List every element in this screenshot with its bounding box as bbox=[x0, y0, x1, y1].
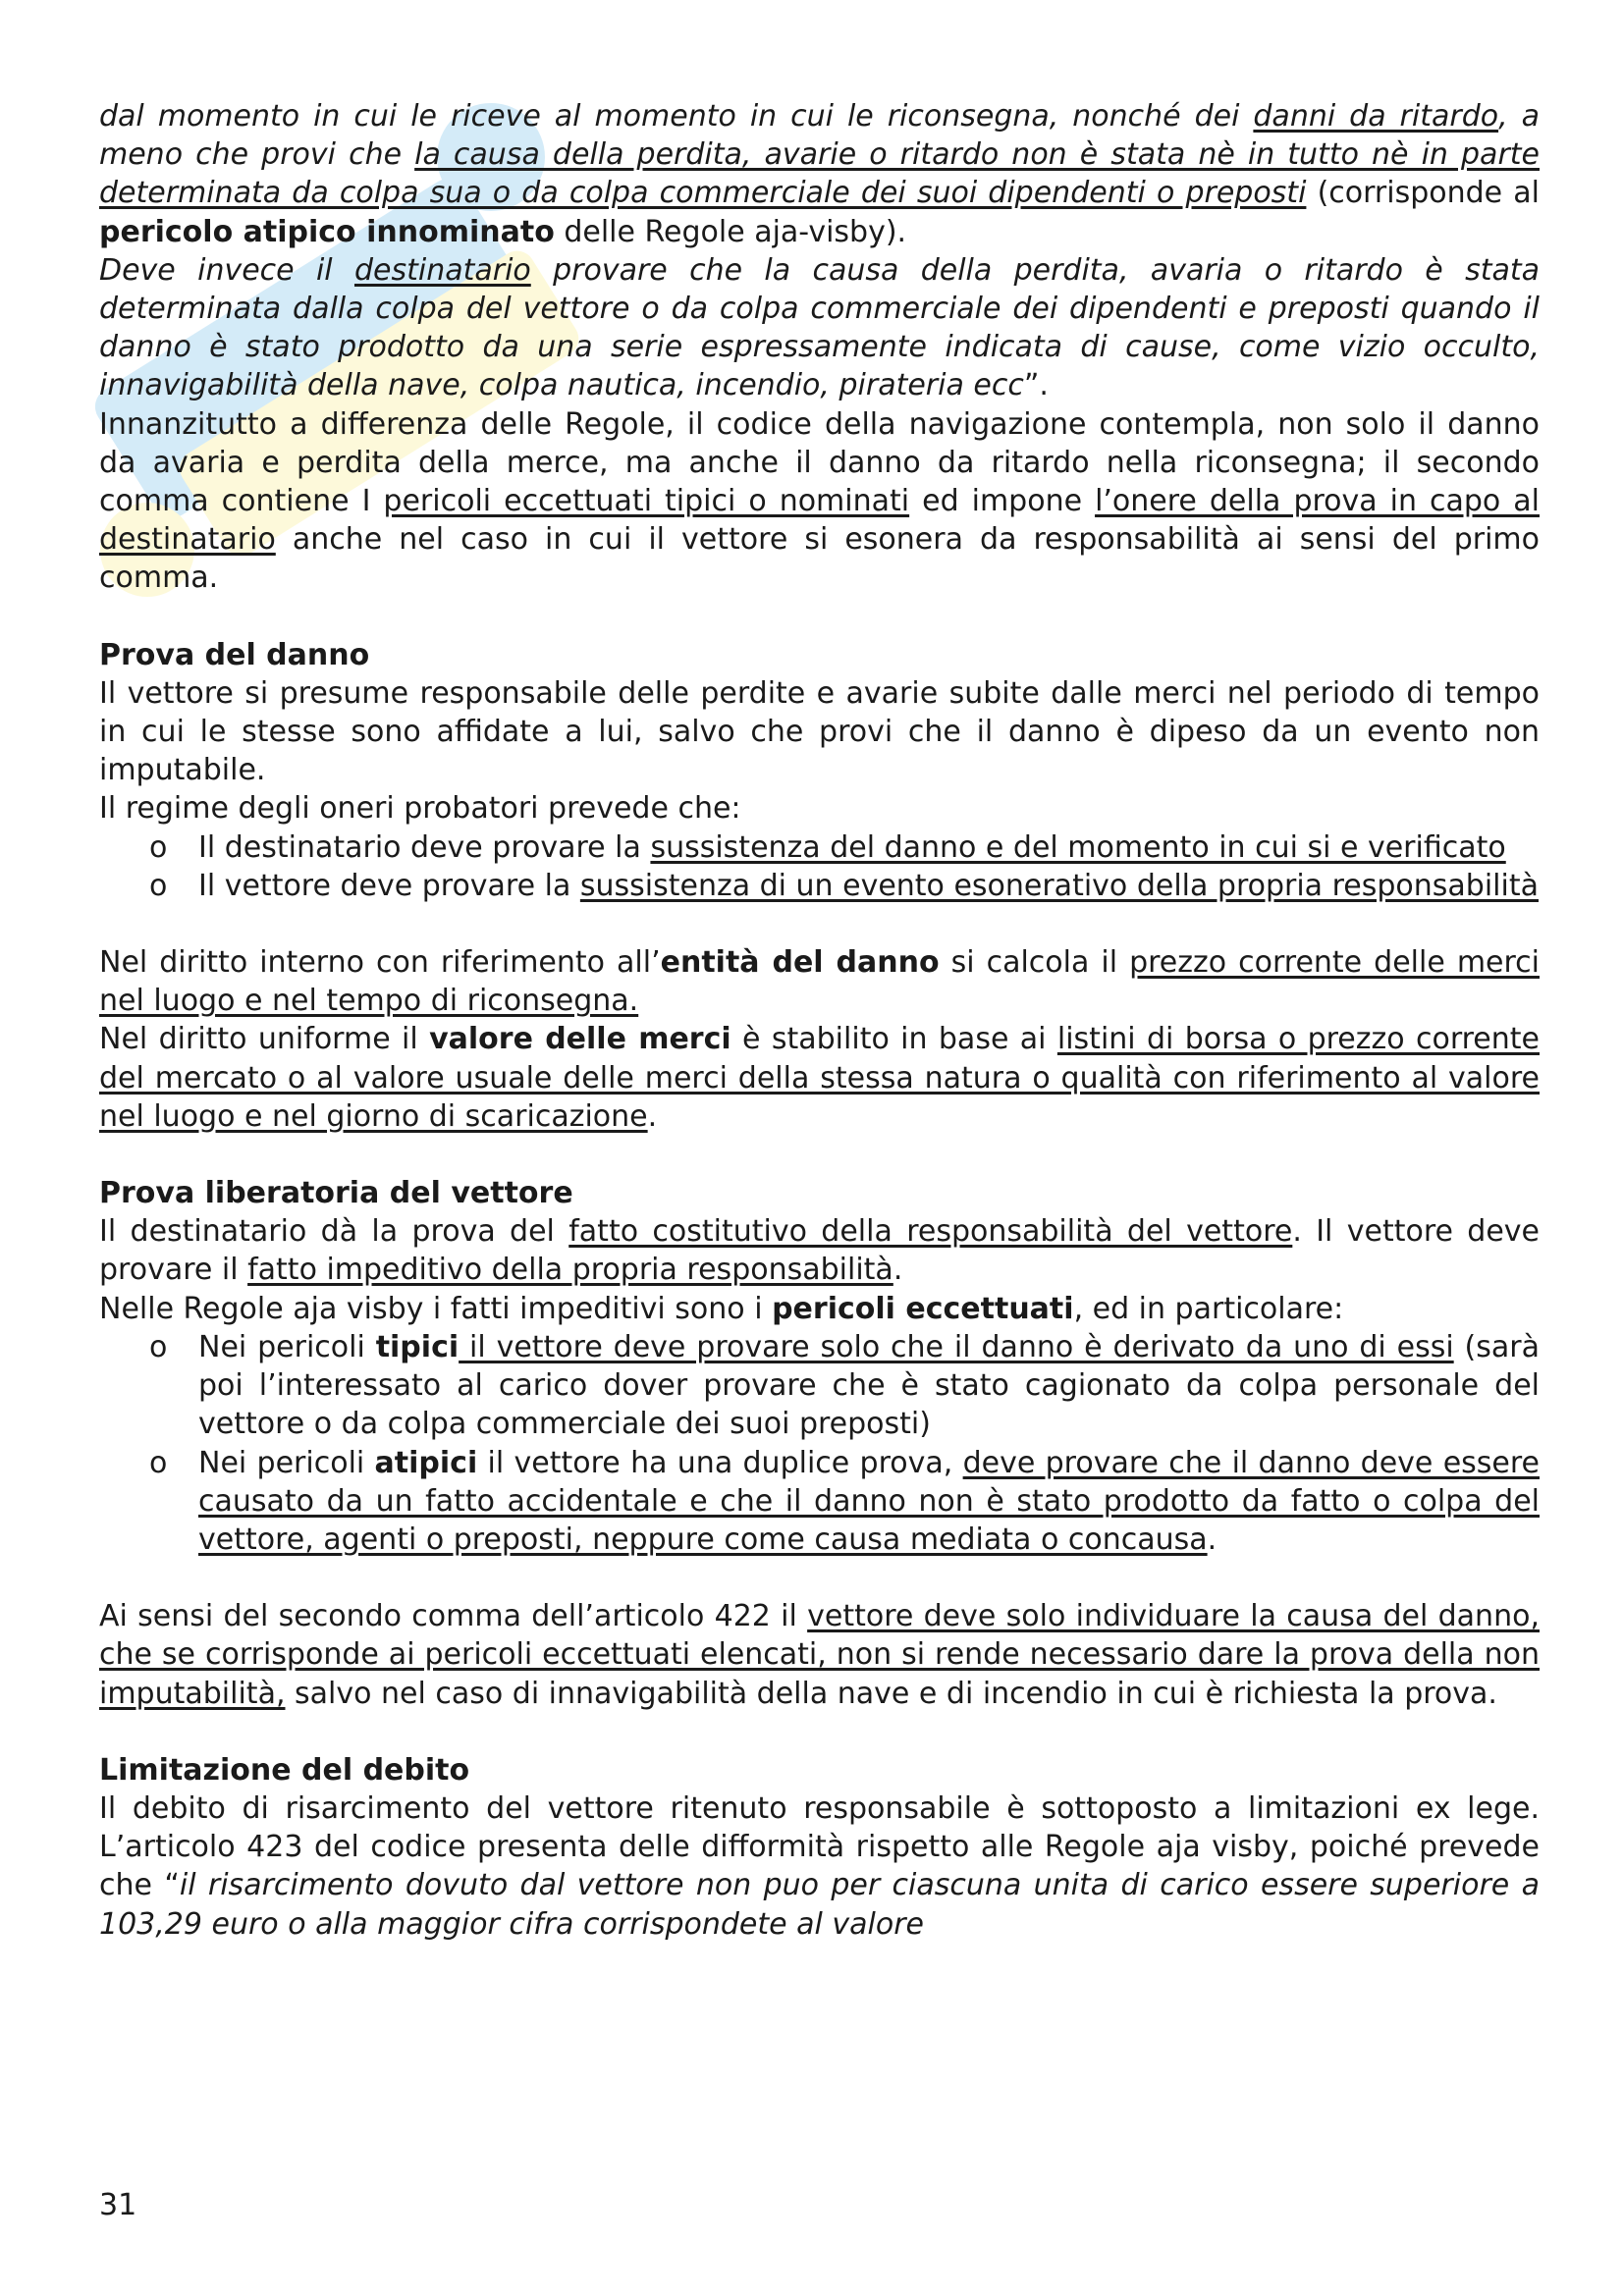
text-run: deve provare che il danno deve essere causato da un fatto accidentale e che il danno non è stato prodotto da fatto o colpa del vettore, agenti o preposti, neppure come causa mediata o concausa bbox=[198, 1445, 1540, 1557]
list-item bbox=[99, 1328, 1540, 1444]
text-run: la causa della perdita, avarie o ritardo non è stata nè in tutto nè in parte determinata da colpa sua o da colpa commerciale dei suoi dipendenti o preposti bbox=[99, 137, 1540, 211]
section-heading: Limitazione del debito bbox=[99, 1752, 470, 1788]
text-run: si calcola il bbox=[939, 945, 1130, 981]
text-run: fatto impeditivo della propria responsabilità bbox=[247, 1253, 893, 1288]
text-run: Il vettore deve provare la bbox=[198, 868, 580, 903]
text-run: . bbox=[647, 1098, 658, 1134]
paragraph-spacer bbox=[99, 598, 1540, 636]
section-heading: Prova del danno bbox=[99, 637, 370, 672]
text-run: sussistenza di un evento esonerativo della propria responsabilità bbox=[579, 868, 1539, 903]
list-item bbox=[99, 1444, 1540, 1560]
text-run: Nei pericoli bbox=[198, 1445, 375, 1480]
text-run: fatto costitutivo della responsabilità del vettore bbox=[568, 1214, 1293, 1250]
text-run: Il regime degli oneri probatori prevede che: bbox=[99, 791, 741, 827]
text-run: Il vettore si presume responsabile delle perdite e avarie subite dalle merci nel periodo di tempo in cui le stesse sono affidate a lui, salvo che provi che il danno è dipeso da un evento non imputabile. bbox=[99, 675, 1540, 788]
section-heading: Prova liberatoria del vettore bbox=[99, 1176, 573, 1211]
text-run: Nei pericoli bbox=[198, 1329, 376, 1364]
text-run: pericolo atipico innominato bbox=[99, 214, 555, 249]
paragraph-spacer bbox=[99, 1559, 1540, 1597]
bullet-list bbox=[99, 1328, 1540, 1559]
paragraph bbox=[99, 251, 1540, 405]
text-run: Nelle Regole aja visby i fatti impeditivi sono i bbox=[99, 1291, 773, 1326]
text-run: , a meno che provi che bbox=[99, 99, 1540, 173]
paragraph bbox=[99, 1020, 1540, 1136]
text-run: danni da ritardo bbox=[1253, 99, 1499, 133]
text-run: sussistenza del danno e del momento in cui si e verificato bbox=[650, 829, 1506, 865]
text-run: entità del danno bbox=[660, 945, 940, 981]
text-run: listini di borsa o prezzo corrente del mercato o al valore usuale delle merci della stessa natura o qualità con riferimento al valore nel luogo e nel giorno di scaricazione bbox=[99, 1022, 1540, 1134]
paragraph-spacer bbox=[99, 905, 1540, 943]
text-run: . Il vettore deve provare il bbox=[99, 1214, 1541, 1288]
text-run: Il debito di risarcimento del vettore ritenuto responsabile è sottoposto a limitazioni ex lege. L’articolo 423 del codice presenta delle difformità rispetto alle Regole aja visby, poiché prevede che “ bbox=[99, 1790, 1540, 1903]
paragraph bbox=[99, 1290, 1540, 1328]
text-run: pericoli eccettuati bbox=[772, 1291, 1074, 1326]
text-run: destinatario bbox=[353, 252, 531, 288]
text-run: Ai sensi del secondo comma dell’articolo 422 il bbox=[99, 1599, 808, 1634]
text-run: il vettore ha una duplice prova, bbox=[477, 1445, 963, 1480]
text-run: il vettore deve provare solo che il danno è derivato da uno di essi bbox=[459, 1329, 1454, 1364]
text-run: Innanzitutto a differenza delle Regole, il codice della navigazione contempla, non solo il danno da avaria e perdita della merce, ma anche il danno da ritardo nella riconsegna; il secondo comma contiene I bbox=[99, 406, 1540, 519]
text-run: ed impone bbox=[909, 484, 1096, 519]
text-run: ”. bbox=[1023, 368, 1049, 403]
text-run: vettore deve solo individuare la causa del danno, che se corrisponde ai pericoli eccettuati elencati, non si rende necessario dare la prova della non imputabilità, bbox=[99, 1599, 1540, 1711]
text-run: Nel diritto uniforme il bbox=[99, 1022, 430, 1057]
text-run: il risarcimento dovuto dal vettore non puo per ciascuna unita di carico essere superiore a 103,29 euro o alla maggior cifra corrispondete al valore bbox=[99, 1868, 1540, 1942]
text-run: Il destinatario dà la prova del bbox=[99, 1214, 569, 1250]
paragraph bbox=[99, 1212, 1540, 1289]
paragraph-spacer bbox=[99, 1713, 1540, 1751]
text-run: delle Regole aja-visby). bbox=[554, 214, 907, 249]
text-run: Il destinatario deve provare la bbox=[198, 829, 651, 865]
text-run: (sarà poi l’interessato al carico dover provare che è stato cagionato da colpa personale del vettore o da colpa commerciale dei suoi preposti) bbox=[198, 1329, 1540, 1442]
text-run: , ed in particolare: bbox=[1073, 1291, 1344, 1326]
text-run: prezzo corrente delle merci nel luogo e nel tempo di riconsegna. bbox=[99, 945, 1540, 1019]
text-run: tipici bbox=[375, 1329, 460, 1364]
paragraph bbox=[99, 943, 1540, 1020]
bullet-list bbox=[99, 828, 1540, 905]
text-run: è stabilito in base ai bbox=[730, 1022, 1057, 1057]
text-run: dal momento in cui le riceve al momento in cui le riconsegna, nonché dei bbox=[99, 99, 1254, 133]
text-run: anche nel caso in cui il vettore si esonera da responsabilità ai sensi del primo comma. bbox=[99, 522, 1540, 596]
paragraph bbox=[99, 674, 1540, 790]
text-run: . bbox=[1207, 1522, 1217, 1557]
paragraph bbox=[99, 1597, 1540, 1713]
document-page bbox=[99, 97, 1540, 1944]
text-run: salvo nel caso di innavigabilità della nave e di incendio in cui è richiesta la prova. bbox=[285, 1676, 1497, 1711]
paragraph bbox=[99, 789, 1540, 828]
text-run: pericoli eccettuati tipici o nominati bbox=[383, 484, 910, 519]
text-run: (corrisponde al bbox=[1306, 176, 1540, 211]
list-item bbox=[99, 867, 1540, 905]
text-run: . bbox=[893, 1253, 903, 1288]
paragraph bbox=[99, 97, 1540, 251]
paragraph bbox=[99, 1789, 1540, 1944]
paragraph-spacer bbox=[99, 1136, 1540, 1174]
text-run: provare che la causa della perdita, avaria o ritardo è stata determinata dalla colpa del vettore o da colpa commerciale dei dipendenti e preposti quando il danno è stato prodotto da una serie espressamente indicata di cause, come vizio occulto, innavigabilità della nave, colpa nautica, incendio, pirateria ecc bbox=[99, 252, 1541, 403]
page-number: 31 bbox=[99, 2188, 137, 2222]
text-run: Deve invece il bbox=[99, 252, 354, 288]
text-run: l’onere della prova in capo al destinatario bbox=[99, 484, 1540, 558]
text-run: Nel diritto interno con riferimento all’ bbox=[99, 945, 661, 981]
text-run: valore delle merci bbox=[429, 1022, 731, 1057]
list-item bbox=[99, 828, 1540, 867]
paragraph bbox=[99, 405, 1540, 598]
text-run: atipici bbox=[374, 1445, 478, 1480]
